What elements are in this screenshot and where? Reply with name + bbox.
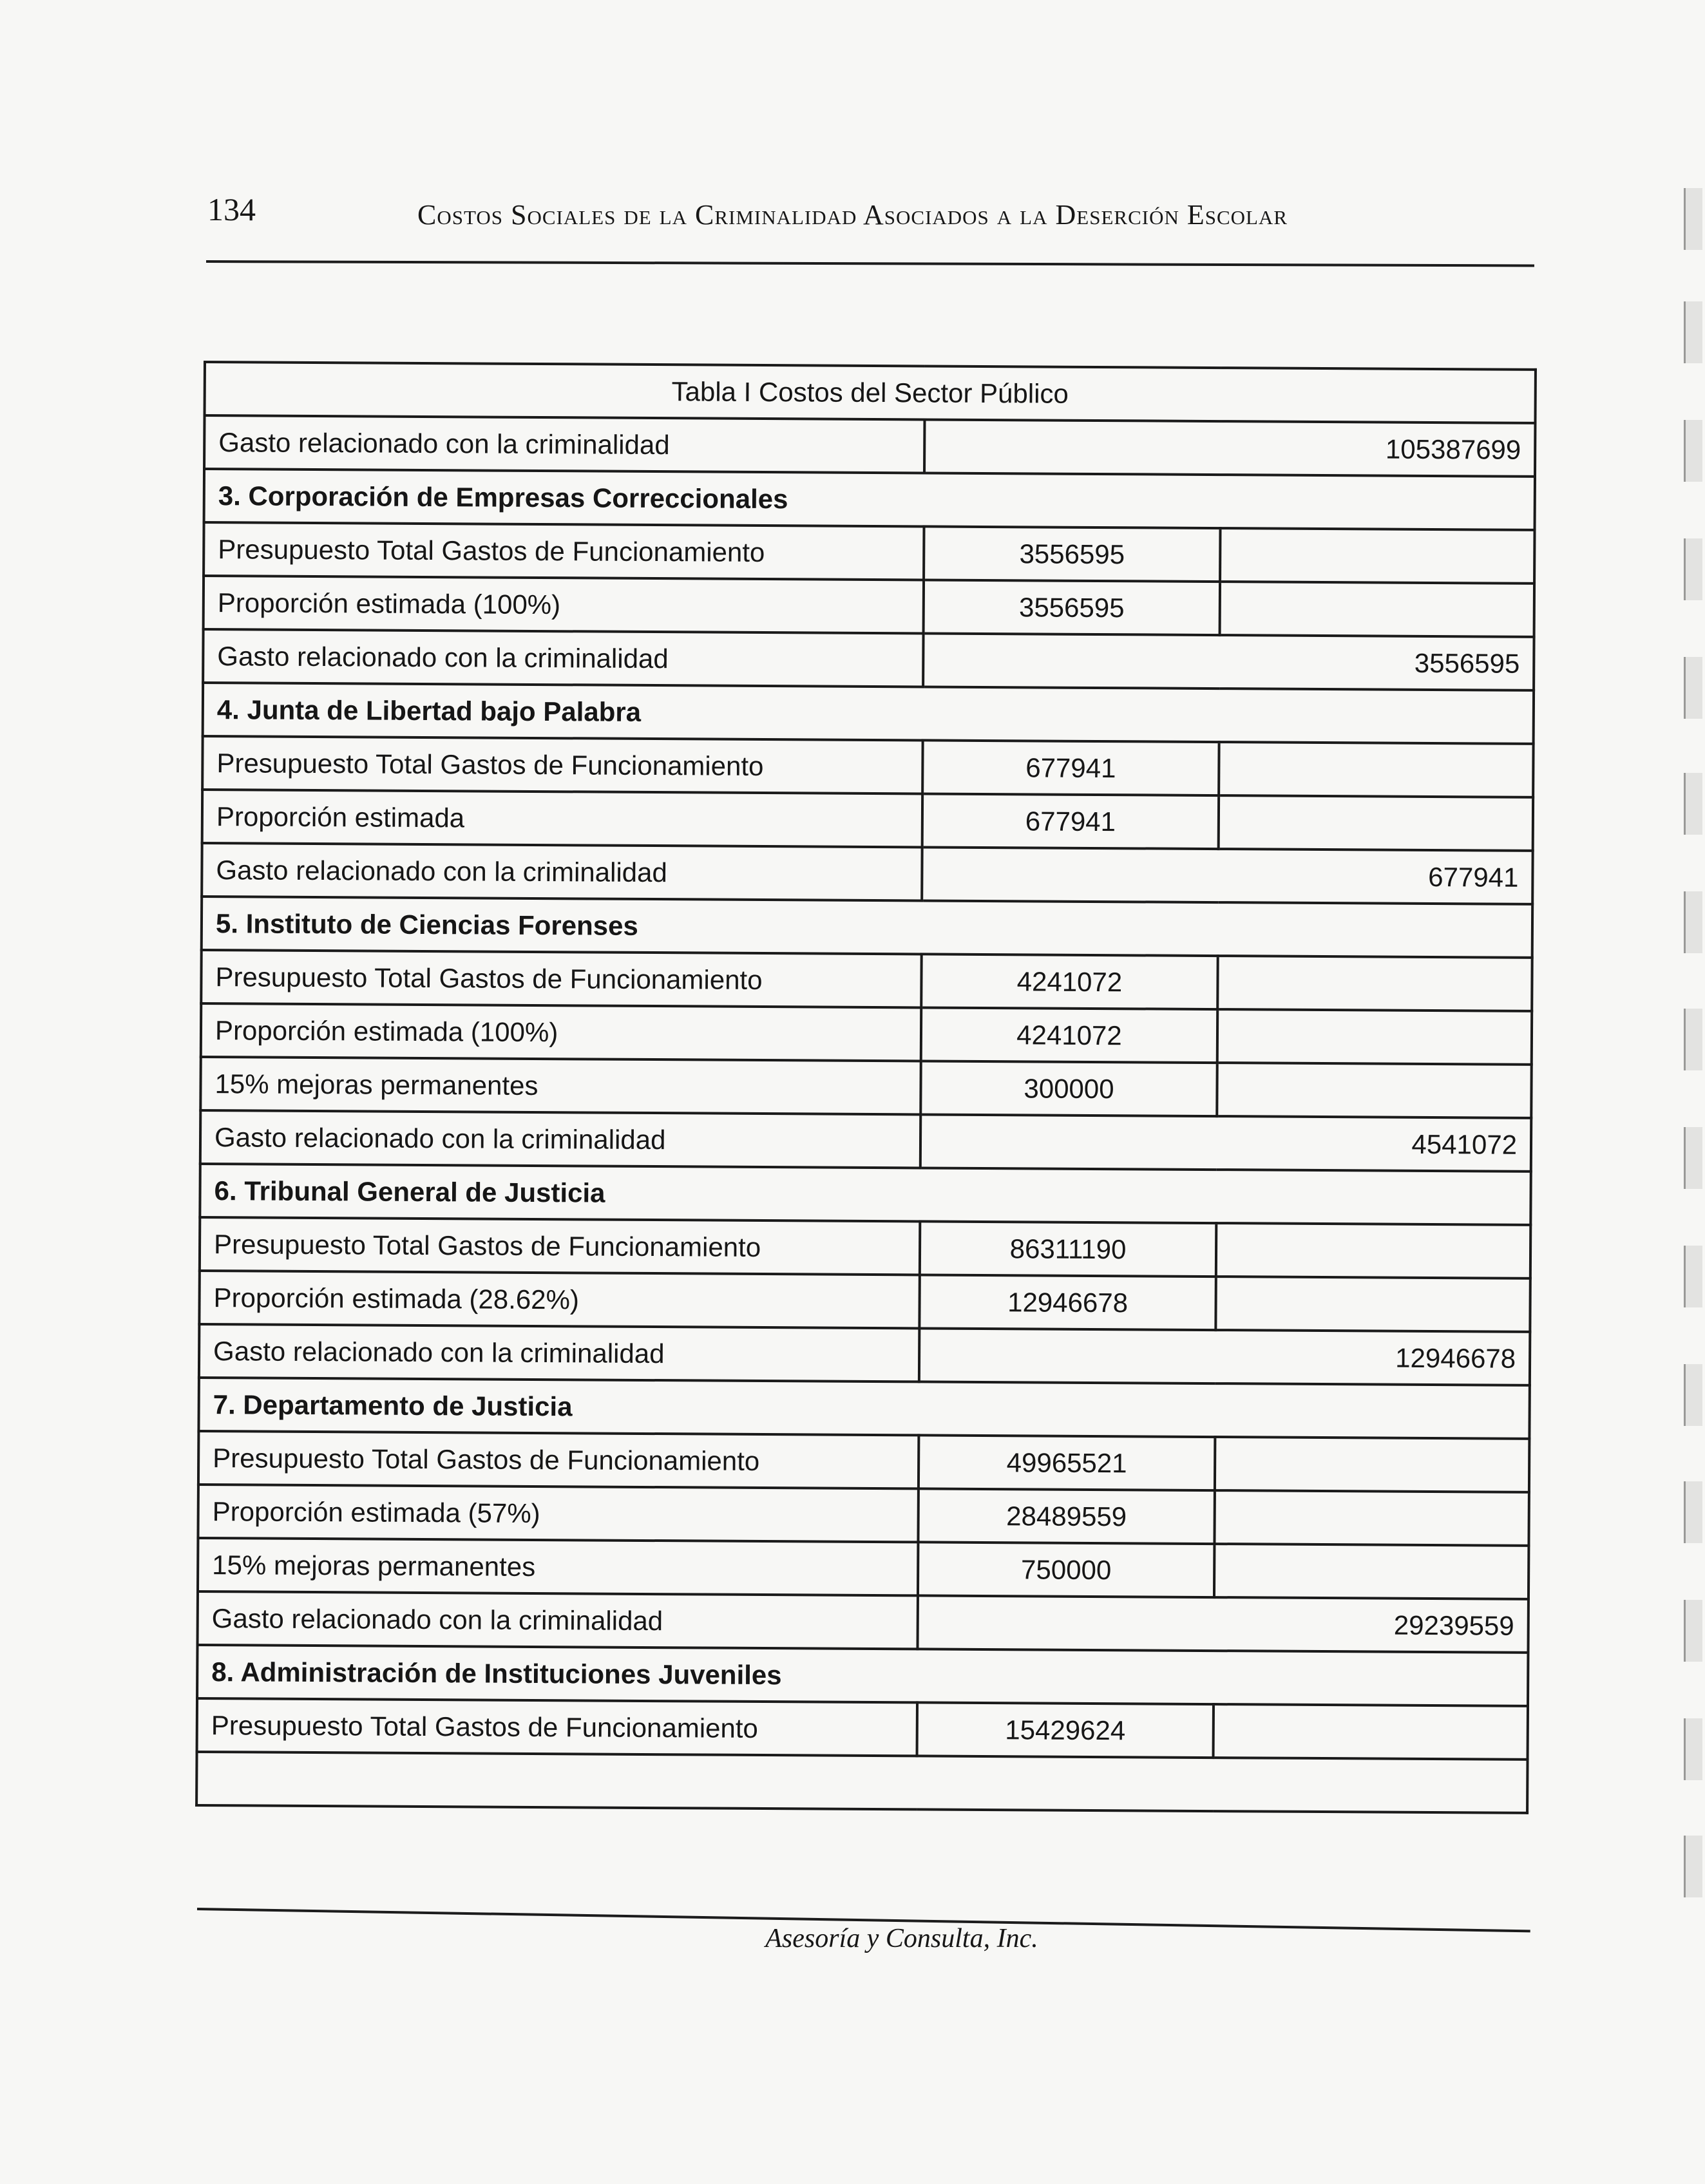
budget-item-row <box>197 1698 1528 1760</box>
binding-hole <box>1684 1246 1702 1307</box>
row-label: Proporción estimada (100%) <box>201 1003 921 1061</box>
criminality-expense-row <box>202 843 1532 904</box>
budget-item-row <box>199 1271 1530 1332</box>
section-title: 3. Corporación de Empresas Correccionales <box>204 469 1535 530</box>
row-amount: 28489559 <box>918 1488 1214 1544</box>
row-total <box>1214 1704 1528 1760</box>
criminality-expense-row <box>198 1591 1529 1653</box>
publisher-footer: Asesoría y Consulta, Inc. <box>765 1924 1038 1953</box>
table-title-row <box>205 362 1536 423</box>
budget-item-row <box>200 1217 1530 1278</box>
row-amount: 677941 <box>922 793 1219 849</box>
budget-item-row <box>201 950 1532 1011</box>
table-title: Tabla I Costos del Sector Público <box>205 362 1536 423</box>
binding-hole <box>1684 420 1702 482</box>
budget-item-row <box>204 576 1534 637</box>
page-number: 134 <box>207 191 256 227</box>
section-header-row <box>202 897 1532 958</box>
row-amount: 3556595 <box>924 526 1220 582</box>
row-total: 677941 <box>922 847 1532 904</box>
binding-hole <box>1684 657 1702 719</box>
budget-item-row <box>202 790 1533 851</box>
blank-row <box>196 1752 1527 1813</box>
row-label: Presupuesto Total Gastos de Funcionamiento <box>200 1217 920 1275</box>
row-label: 15% mejoras permanentes <box>200 1057 920 1114</box>
section-header-row <box>200 1164 1530 1225</box>
row-label: Presupuesto Total Gastos de Funcionamiento <box>202 736 922 793</box>
row-total <box>1214 1490 1529 1546</box>
row-total: 29239559 <box>917 1595 1528 1652</box>
row-label: Proporción estimada <box>202 790 922 847</box>
binding-hole <box>1684 1009 1702 1070</box>
budget-item-row <box>200 1057 1531 1118</box>
row-amount: 3556595 <box>924 580 1220 635</box>
row-total <box>1219 795 1533 851</box>
row-label: Gasto relacionado con la criminalidad <box>204 415 924 473</box>
row-label: Gasto relacionado con la criminalidad <box>198 1591 918 1649</box>
row-total <box>1216 1223 1530 1278</box>
row-total <box>1217 1009 1532 1065</box>
running-header: Costos Sociales de la Criminalidad Asociados a la Deserción Escolar <box>417 199 1288 231</box>
section-title: 4. Junta de Libertad bajo Palabra <box>203 683 1534 744</box>
row-total <box>1217 1063 1531 1118</box>
row-total <box>1214 1544 1529 1599</box>
section-title: 5. Instituto de Ciencias Forenses <box>202 897 1532 958</box>
section-title: 7. Departamento de Justicia <box>198 1378 1529 1439</box>
budget-item-row <box>201 1003 1532 1065</box>
budget-item-row <box>198 1485 1529 1546</box>
row-label: Presupuesto Total Gastos de Funcionamiento <box>197 1698 917 1756</box>
section-title: 6. Tribunal General de Justicia <box>200 1164 1530 1225</box>
binding-hole <box>1684 301 1702 363</box>
section-header-row <box>198 1378 1529 1439</box>
empty-cell <box>196 1752 1527 1813</box>
row-amount: 677941 <box>922 740 1219 795</box>
header-rule <box>206 260 1534 267</box>
row-total <box>1217 956 1532 1011</box>
row-label: Gasto relacionado con la criminalidad <box>199 1324 919 1382</box>
row-total: 105387699 <box>924 419 1535 476</box>
row-amount: 15429624 <box>917 1702 1214 1758</box>
criminality-expense-row <box>199 1324 1530 1385</box>
budget-item-row <box>204 522 1534 584</box>
binding-hole <box>1684 1127 1702 1189</box>
row-label: Proporción estimada (57%) <box>198 1485 918 1542</box>
row-amount: 49965521 <box>919 1435 1215 1490</box>
budget-item-row <box>202 736 1533 797</box>
row-amount: 4241072 <box>921 1007 1217 1063</box>
section-header-row <box>204 469 1535 530</box>
row-total: 3556595 <box>923 633 1534 690</box>
row-amount: 4241072 <box>921 954 1217 1009</box>
row-total <box>1215 1437 1529 1492</box>
row-label: 15% mejoras permanentes <box>198 1538 918 1595</box>
binding-hole <box>1684 188 1702 250</box>
binding-hole <box>1684 891 1702 953</box>
binding-hole <box>1684 538 1702 600</box>
row-label: Gasto relacionado con la criminalidad <box>202 843 922 900</box>
row-label: Proporción estimada (28.62%) <box>199 1271 919 1328</box>
row-label: Presupuesto Total Gastos de Funcionamiento <box>198 1431 919 1488</box>
binding-hole <box>1684 1481 1702 1543</box>
section-header-row <box>203 683 1534 744</box>
row-total: 4541072 <box>920 1114 1531 1171</box>
row-label: Presupuesto Total Gastos de Funcionamiento <box>201 950 921 1007</box>
row-total <box>1220 528 1534 584</box>
row-amount: 750000 <box>918 1542 1214 1597</box>
budget-item-row <box>198 1431 1529 1492</box>
binding-hole <box>1684 1364 1702 1426</box>
criminality-expense-row <box>200 1110 1531 1172</box>
public-sector-costs-table <box>195 361 1537 1814</box>
row-total <box>1220 582 1534 637</box>
budget-item-row <box>198 1538 1529 1599</box>
row-amount: 300000 <box>920 1061 1217 1116</box>
public-sector-costs-table-wrap <box>195 361 1534 1814</box>
row-total <box>1215 1277 1530 1332</box>
row-label: Proporción estimada (100%) <box>204 576 924 633</box>
row-amount: 86311190 <box>920 1221 1216 1277</box>
binding-hole <box>1684 1718 1702 1780</box>
binding-hole <box>1684 773 1702 835</box>
criminality-expense-row <box>204 415 1535 477</box>
criminality-expense-row <box>203 629 1534 690</box>
row-total: 12946678 <box>919 1328 1530 1385</box>
section-title: 8. Administración de Instituciones Juveniles <box>197 1645 1528 1706</box>
row-total <box>1219 742 1533 797</box>
row-amount: 12946678 <box>919 1275 1215 1330</box>
row-label: Gasto relacionado con la criminalidad <box>203 629 923 687</box>
binding-hole <box>1684 1836 1702 1897</box>
binding-hole <box>1684 1600 1702 1662</box>
row-label: Gasto relacionado con la criminalidad <box>200 1110 920 1168</box>
section-header-row <box>197 1645 1528 1706</box>
row-label: Presupuesto Total Gastos de Funcionamiento <box>204 522 924 580</box>
